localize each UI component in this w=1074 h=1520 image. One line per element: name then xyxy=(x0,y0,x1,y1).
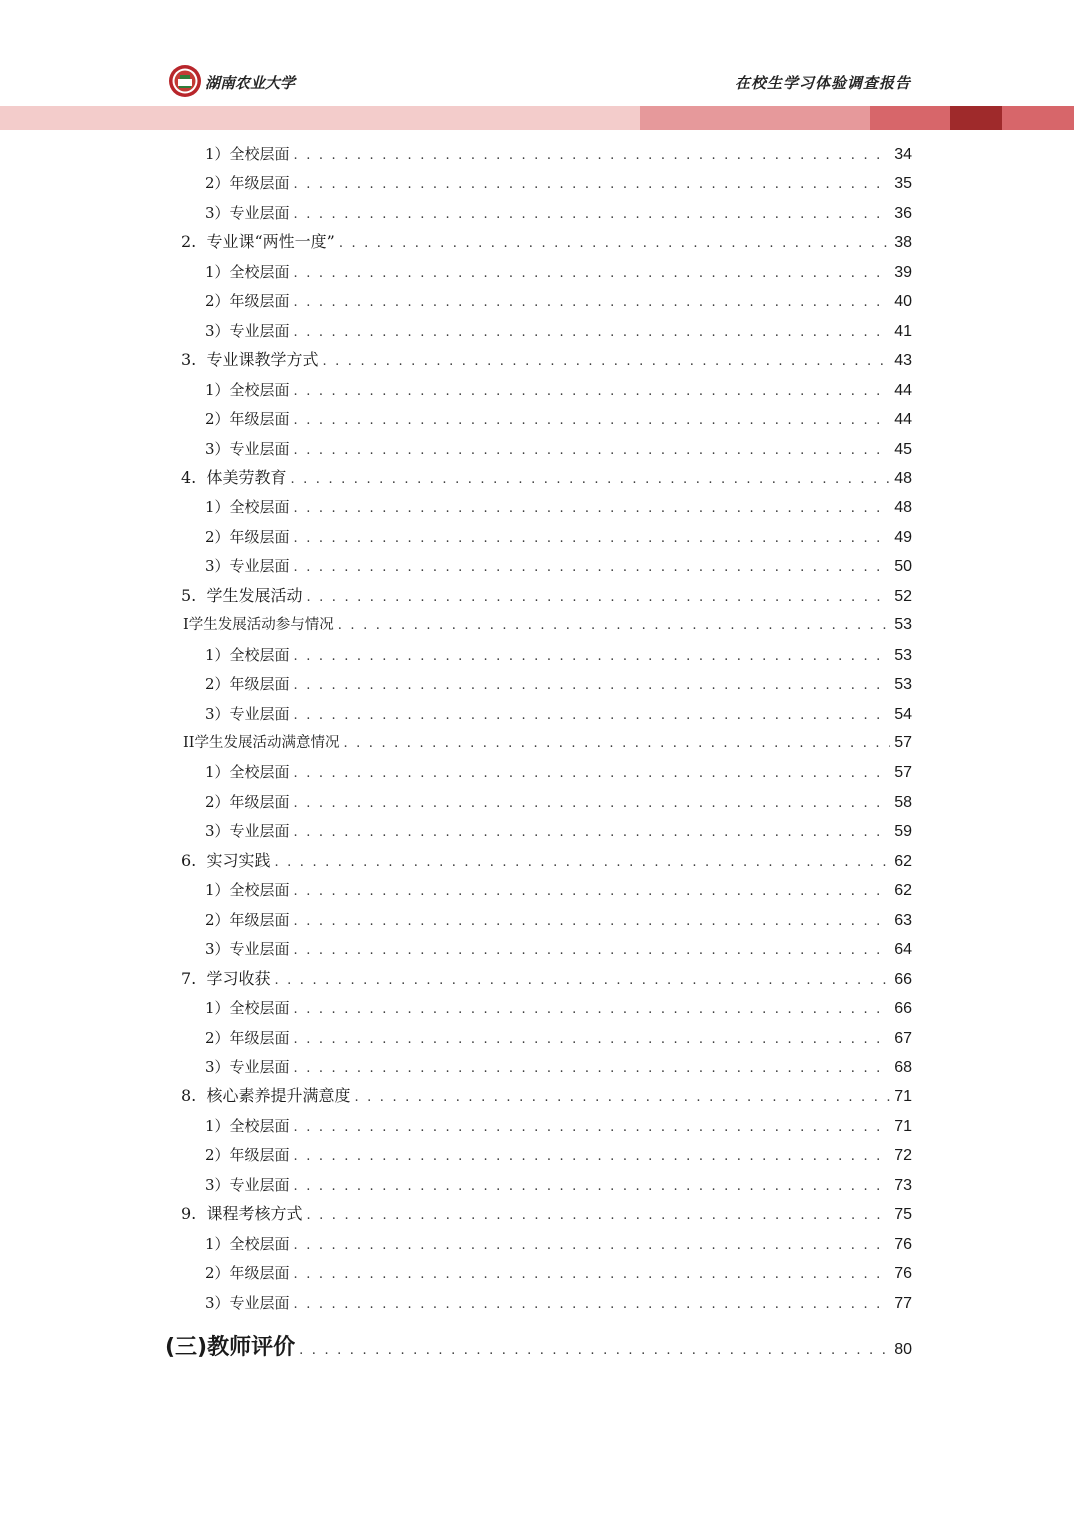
dot-leader xyxy=(290,468,890,492)
toc-entry[interactable] xyxy=(205,1114,912,1138)
toc-entry[interactable] xyxy=(205,1261,912,1285)
toc-entry[interactable] xyxy=(205,760,912,784)
toc-entry[interactable] xyxy=(205,878,912,902)
toc-page-number: 45 xyxy=(894,440,912,458)
toc-entry-label: 2）年级层面 xyxy=(205,1264,290,1283)
toc-page-number: 67 xyxy=(894,1029,912,1047)
toc-page-number: 36 xyxy=(894,204,912,222)
toc-entry[interactable] xyxy=(205,319,912,343)
dot-leader xyxy=(294,1028,891,1052)
dot-leader xyxy=(294,203,891,227)
toc-page-number: 73 xyxy=(894,1176,912,1194)
toc-page-number: 66 xyxy=(894,970,912,988)
toc-entry-label: 1）全校层面 xyxy=(205,1116,290,1135)
dot-leader xyxy=(294,998,891,1022)
toc-page-number: 52 xyxy=(894,587,912,605)
dot-leader xyxy=(294,439,891,463)
toc-entry-label: 6. 实习实践 xyxy=(181,850,271,870)
dot-leader xyxy=(338,614,890,638)
toc-page-number: 62 xyxy=(894,852,912,870)
toc-entry[interactable] xyxy=(205,378,912,402)
university-seal-icon xyxy=(168,64,202,98)
dot-leader xyxy=(294,556,891,580)
toc-entry-label: 2）年级层面 xyxy=(205,1146,290,1165)
toc-page-number: 38 xyxy=(894,234,912,252)
header-band-segment xyxy=(0,106,640,130)
toc-page-number: 80 xyxy=(894,1341,912,1358)
dot-leader xyxy=(294,173,891,197)
toc-entry-label: 2）年级层面 xyxy=(205,675,290,694)
toc-entry-label: 5. 学生发展活动 xyxy=(181,585,303,605)
toc-entry-label: 1）全校层面 xyxy=(205,1234,290,1253)
toc-page-number: 68 xyxy=(894,1058,912,1076)
toc-page-number: 59 xyxy=(894,823,912,841)
dot-leader xyxy=(354,1086,890,1110)
toc-page-number: 64 xyxy=(894,941,912,959)
toc-entry[interactable] xyxy=(205,289,912,313)
toc-entry[interactable] xyxy=(205,819,912,843)
toc-entry[interactable] xyxy=(181,466,912,490)
toc-entry[interactable] xyxy=(205,260,912,284)
toc-entry-label: I学生发展活动参与情况 xyxy=(183,617,334,634)
dot-leader xyxy=(294,880,891,904)
toc-entry-label: II学生发展活动满意情况 xyxy=(183,735,340,751)
toc-entry-label: 3）专业层面 xyxy=(205,1293,290,1312)
toc-entry[interactable] xyxy=(205,672,912,696)
toc-page-number: 76 xyxy=(894,1265,912,1283)
toc-page-number: 41 xyxy=(894,322,912,340)
toc-entry-label: 2）年级层面 xyxy=(205,527,290,546)
dot-leader xyxy=(294,792,891,816)
toc-entry[interactable] xyxy=(181,967,912,991)
dot-leader xyxy=(294,645,891,669)
toc-page-number: 63 xyxy=(894,911,912,929)
toc-entry-label: 2）年级层面 xyxy=(205,174,290,193)
toc-entry[interactable] xyxy=(205,1055,912,1079)
dot-leader xyxy=(294,527,891,551)
toc-entry[interactable] xyxy=(205,495,912,519)
toc-entry-label: 2）年级层面 xyxy=(205,292,290,311)
dot-leader xyxy=(294,1234,891,1258)
toc-page-number: 72 xyxy=(894,1147,912,1165)
toc-entry[interactable] xyxy=(205,1143,912,1167)
toc-page-number: 71 xyxy=(894,1117,912,1135)
toc-entry[interactable] xyxy=(181,348,912,372)
toc-page-number: 75 xyxy=(894,1206,912,1224)
toc-entry-label: 1）全校层面 xyxy=(205,498,290,517)
toc-page-number: 54 xyxy=(894,705,912,723)
toc-entry-label: 3）专业层面 xyxy=(205,321,290,340)
toc-entry-label: 1）全校层面 xyxy=(205,881,290,900)
toc-page-number: 48 xyxy=(894,499,912,517)
toc-entry[interactable] xyxy=(205,525,912,549)
toc-page-number: 34 xyxy=(894,146,912,163)
dot-leader xyxy=(294,144,891,168)
toc-page-number: 71 xyxy=(894,1088,912,1106)
dot-leader xyxy=(274,969,890,993)
header-band-segment xyxy=(870,106,950,130)
toc-entry-label: 1）全校层面 xyxy=(205,262,290,281)
toc-entry[interactable] xyxy=(183,613,912,637)
toc-entry-label: 2. 专业课“两性一度” xyxy=(181,232,335,252)
toc-entry-label: 9. 课程考核方式 xyxy=(181,1204,303,1224)
dot-leader xyxy=(299,1334,890,1368)
toc-entry[interactable] xyxy=(181,1202,912,1226)
dot-leader xyxy=(306,586,890,610)
dot-leader xyxy=(294,910,891,934)
toc-entry-label: 1）全校层面 xyxy=(205,999,290,1018)
toc-entry-label: 3）专业层面 xyxy=(205,439,290,458)
toc-entry[interactable] xyxy=(205,1026,912,1050)
toc-entry-label: 2）年级层面 xyxy=(205,910,290,929)
university-name: 湖南农业大学 xyxy=(205,74,296,92)
toc-entry-label: 8. 核心素养提升满意度 xyxy=(181,1086,351,1106)
toc-page-number: 53 xyxy=(894,676,912,694)
dot-leader xyxy=(294,409,891,433)
report-title: 在校生学习体验调查报告 xyxy=(734,74,911,92)
toc-entry-label: 3. 专业课教学方式 xyxy=(181,350,319,370)
toc-entry-label: (三)教师评价 xyxy=(165,1335,296,1360)
dot-leader xyxy=(339,232,890,256)
dot-leader xyxy=(294,1293,891,1317)
toc-entry-label: 2）年级层面 xyxy=(205,1028,290,1047)
toc-page-number: 44 xyxy=(894,411,912,429)
toc-entry-label: 3）专业层面 xyxy=(205,940,290,959)
toc-page-number: 50 xyxy=(894,558,912,576)
header-band-segment xyxy=(1002,106,1074,130)
toc-page-number: 77 xyxy=(894,1294,912,1312)
toc-entry[interactable] xyxy=(205,790,912,814)
toc-entry[interactable] xyxy=(205,407,912,431)
toc-entry-label: 3）专业层面 xyxy=(205,1057,290,1076)
toc-page-number: 40 xyxy=(894,293,912,311)
toc-page-number: 76 xyxy=(894,1235,912,1253)
dot-leader xyxy=(343,732,890,756)
toc-entry-label: 1）全校层面 xyxy=(205,145,290,163)
toc-page-number: 53 xyxy=(894,646,912,664)
toc-page-number: 57 xyxy=(894,764,912,782)
dot-leader xyxy=(322,350,890,374)
toc-entry-label: 3）专业层面 xyxy=(205,822,290,841)
toc-entry[interactable] xyxy=(205,1291,912,1315)
toc-entry-label: 3）专业层面 xyxy=(205,203,290,222)
toc-entry[interactable] xyxy=(205,702,912,726)
toc-entry-label: 4. 体美劳教育 xyxy=(181,467,287,487)
toc-entry-label: 1）全校层面 xyxy=(205,763,290,782)
dot-leader xyxy=(294,1116,891,1140)
toc-entry[interactable] xyxy=(183,731,912,755)
dot-leader xyxy=(294,321,891,345)
toc-entry[interactable] xyxy=(205,996,912,1020)
toc-entry[interactable] xyxy=(205,908,912,932)
toc-entry[interactable] xyxy=(181,230,912,254)
toc-entry-label: 2）年级层面 xyxy=(205,410,290,429)
toc-entry[interactable] xyxy=(181,1084,912,1108)
dot-leader xyxy=(294,762,891,786)
toc-page-number: 43 xyxy=(894,352,912,370)
toc-entry[interactable] xyxy=(181,849,912,873)
toc-entry[interactable] xyxy=(205,171,912,195)
toc-entry[interactable] xyxy=(205,142,912,166)
toc-entry[interactable] xyxy=(205,201,912,225)
toc-entry-label: 3）专业层面 xyxy=(205,704,290,723)
toc-entry[interactable] xyxy=(205,643,912,667)
dot-leader xyxy=(294,1263,891,1287)
toc-page-number: 35 xyxy=(894,175,912,193)
dot-leader xyxy=(294,262,891,286)
toc-page-number: 58 xyxy=(894,793,912,811)
toc-page-number: 39 xyxy=(894,263,912,281)
header-band-segment xyxy=(950,106,1002,130)
toc-page-number: 48 xyxy=(894,469,912,487)
toc-page-number: 49 xyxy=(894,528,912,546)
dot-leader xyxy=(294,291,891,315)
dot-leader xyxy=(294,1145,891,1169)
toc-entry-label: 1）全校层面 xyxy=(205,380,290,399)
dot-leader xyxy=(294,704,891,728)
toc-page-number: 57 xyxy=(894,734,912,751)
dot-leader xyxy=(294,674,891,698)
toc-entry[interactable] xyxy=(205,1173,912,1197)
page-header xyxy=(0,0,1074,132)
toc-entry[interactable] xyxy=(165,1331,912,1365)
toc-page-number: 62 xyxy=(894,882,912,900)
toc-page-number: 53 xyxy=(894,616,912,634)
dot-leader xyxy=(274,851,890,875)
dot-leader xyxy=(294,497,891,521)
toc-page-number: 44 xyxy=(894,381,912,399)
toc-entry[interactable] xyxy=(205,437,912,461)
toc-entry-label: 3）专业层面 xyxy=(205,1175,290,1194)
dot-leader xyxy=(294,1057,891,1081)
toc-entry[interactable] xyxy=(205,937,912,961)
dot-leader xyxy=(306,1204,890,1228)
dot-leader xyxy=(294,939,891,963)
dot-leader xyxy=(294,821,891,845)
toc-entry[interactable] xyxy=(205,554,912,578)
toc-entry-label: 2）年级层面 xyxy=(205,792,290,811)
toc-entry-label: 7. 学习收获 xyxy=(181,968,271,988)
toc-page-number: 66 xyxy=(894,1000,912,1018)
dot-leader xyxy=(294,1175,891,1199)
toc-entry[interactable] xyxy=(181,584,912,608)
toc-entry-label: 1）全校层面 xyxy=(205,645,290,664)
dot-leader xyxy=(294,380,891,404)
header-band-segment xyxy=(640,106,870,130)
toc-entry[interactable] xyxy=(205,1232,912,1256)
toc-entry-label: 3）专业层面 xyxy=(205,557,290,576)
